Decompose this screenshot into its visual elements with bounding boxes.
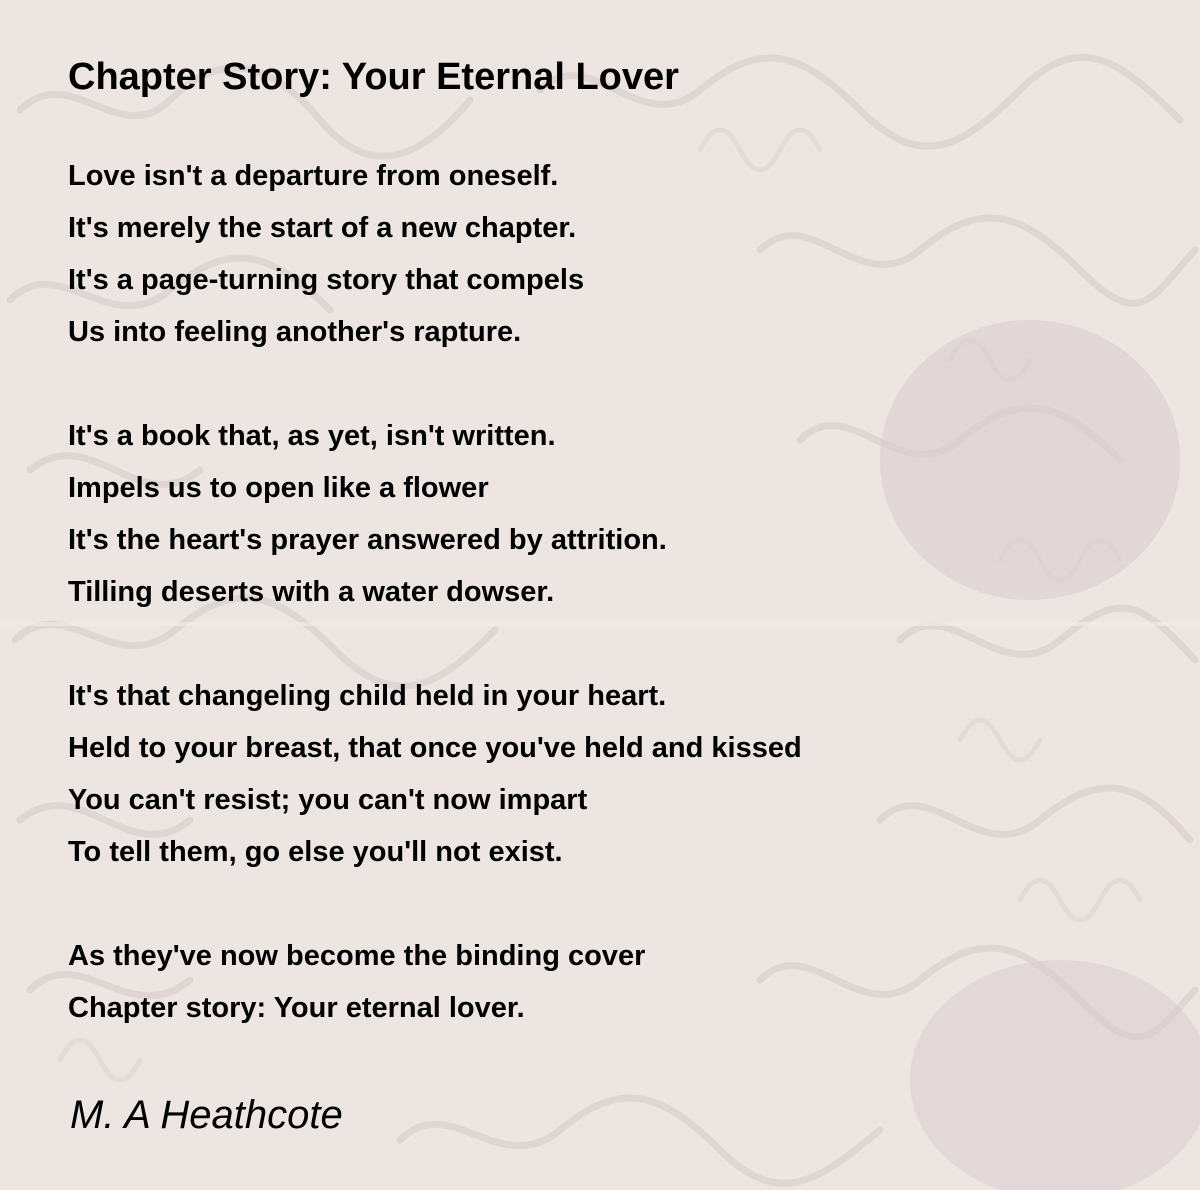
poem-line: It's a page-turning story that compels bbox=[68, 264, 585, 296]
poem-line: Held to your breast, that once you've held and kissed bbox=[68, 732, 802, 764]
poem-line: Tilling deserts with a water dowser. bbox=[68, 576, 555, 608]
poem-line: It's the heart's prayer answered by attrition. bbox=[68, 524, 667, 556]
stanza-4 bbox=[68, 930, 645, 1034]
poem-line: As they've now become the binding cover bbox=[68, 940, 646, 972]
poem-line: Us into feeling another's rapture. bbox=[68, 316, 522, 348]
poem-line: It's that changeling child held in your heart. bbox=[68, 680, 667, 712]
poem-line: Love isn't a departure from oneself. bbox=[68, 160, 559, 192]
stanza-1 bbox=[68, 150, 584, 358]
poem-line: Impels us to open like a flower bbox=[68, 472, 489, 504]
stanza-2 bbox=[68, 410, 667, 618]
poem-line: Chapter story: Your eternal lover. bbox=[68, 992, 525, 1024]
poem-author: M. A Heathcote bbox=[70, 1093, 343, 1137]
poem-line: You can't resist; you can't now impart bbox=[68, 784, 588, 816]
stanza-3 bbox=[68, 670, 802, 878]
poem-line: It's a book that, as yet, isn't written. bbox=[68, 420, 556, 452]
poem-title: Chapter Story: Your Eternal Lover bbox=[68, 56, 679, 98]
poem-line: It's merely the start of a new chapter. bbox=[68, 212, 577, 244]
poem-line: To tell them, go else you'll not exist. bbox=[68, 836, 563, 868]
